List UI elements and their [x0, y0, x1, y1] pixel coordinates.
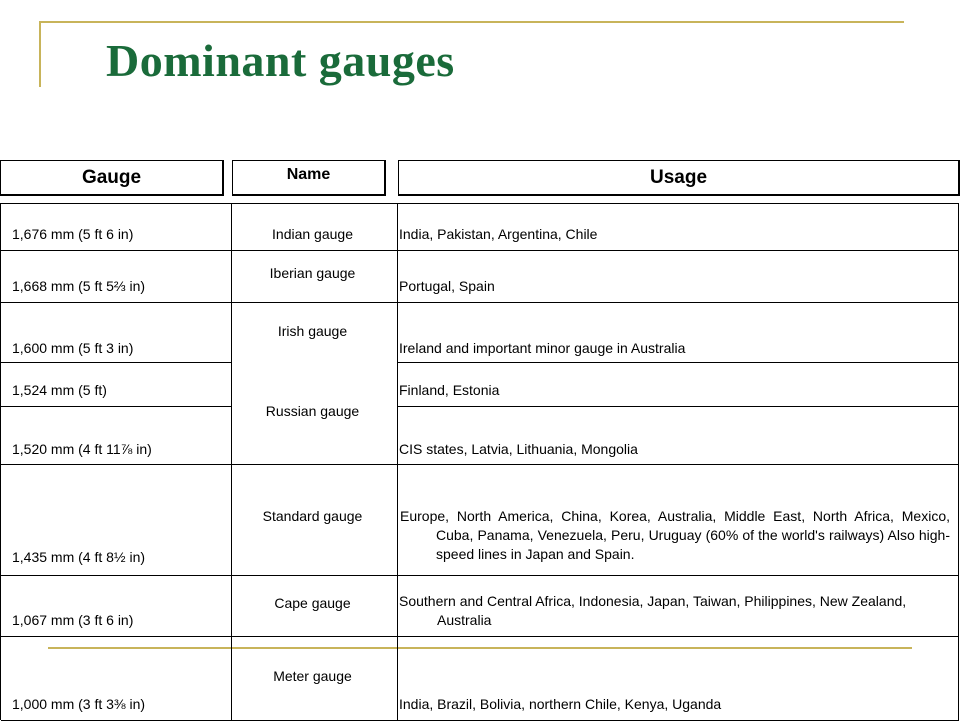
- slide-title: Dominant gauges: [106, 35, 455, 86]
- table-row-gauge: 1,435 mm (4 ft 8½ in): [12, 549, 146, 565]
- table-row-gauge: 1,520 mm (4 ft 11⅞ in): [12, 441, 152, 457]
- row-divider: [1, 575, 959, 576]
- table-right-border: [958, 204, 959, 721]
- table-row-usage: Southern and Central Africa, Indonesia, Japan, Taiwan, Philippines, New Zealand, Australia: [399, 593, 907, 628]
- row-divider: [1, 636, 959, 637]
- table-row-usage: Finland, Estonia: [399, 382, 500, 398]
- row-divider: [1, 250, 959, 251]
- top-decoration-line: [40, 21, 904, 23]
- table-row-gauge: 1,600 mm (5 ft 3 in): [12, 340, 134, 356]
- table-row-name: Irish gauge: [277, 323, 348, 339]
- table-row-usage: Portugal, Spain: [399, 278, 495, 294]
- header-gauge-label: Gauge: [81, 166, 142, 188]
- table-row-usage: CIS states, Latvia, Lithuania, Mongolia: [399, 441, 638, 457]
- table-row-gauge: 1,000 mm (3 ft 3⅜ in): [12, 696, 146, 712]
- table-row-usage: India, Brazil, Bolivia, northern Chile, Kenya, Uganda: [399, 696, 722, 712]
- header-name-label: Name: [286, 166, 331, 183]
- table-row-gauge: 1,668 mm (5 ft 5⅔ in): [12, 278, 146, 294]
- column-divider: [397, 204, 398, 721]
- table-row-name: Iberian gauge: [269, 265, 356, 281]
- table-row-gauge: 1,524 mm (5 ft): [12, 382, 107, 398]
- table-row-usage: India, Pakistan, Argentina, Chile: [399, 226, 598, 242]
- header-gauge: [0, 160, 224, 196]
- row-divider: [1, 302, 959, 303]
- table-row-usage: Ireland and important minor gauge in Australia: [399, 340, 686, 356]
- table-row-name: Russian gauge: [265, 403, 360, 419]
- row-divider: [1, 362, 231, 363]
- table-row-name: Meter gauge: [273, 668, 352, 684]
- table-row-name: Cape gauge: [274, 595, 351, 611]
- left-decoration-line: [39, 21, 41, 87]
- row-divider: [1, 464, 959, 465]
- header-usage-label: Usage: [649, 166, 708, 188]
- table-row-usage: Europe, North America, China, Korea, Australia, Middle East, North Africa, Mexico, Cuba, Panama, Venezuela, Peru, Uruguay (60% of the world's railways) Also high-speed lines in Japan and Spain.: [400, 508, 950, 562]
- header-usage: [398, 160, 960, 196]
- table-row-gauge: 1,676 mm (5 ft 6 in): [12, 226, 134, 242]
- table-row-name: Indian gauge: [272, 226, 353, 242]
- row-divider: [1, 406, 231, 407]
- row-divider: [397, 406, 959, 407]
- table-row-gauge: 1,067 mm (3 ft 6 in): [12, 612, 134, 628]
- table-row-name: Standard gauge: [262, 508, 363, 524]
- header-name: [232, 160, 386, 196]
- row-divider: [397, 362, 959, 363]
